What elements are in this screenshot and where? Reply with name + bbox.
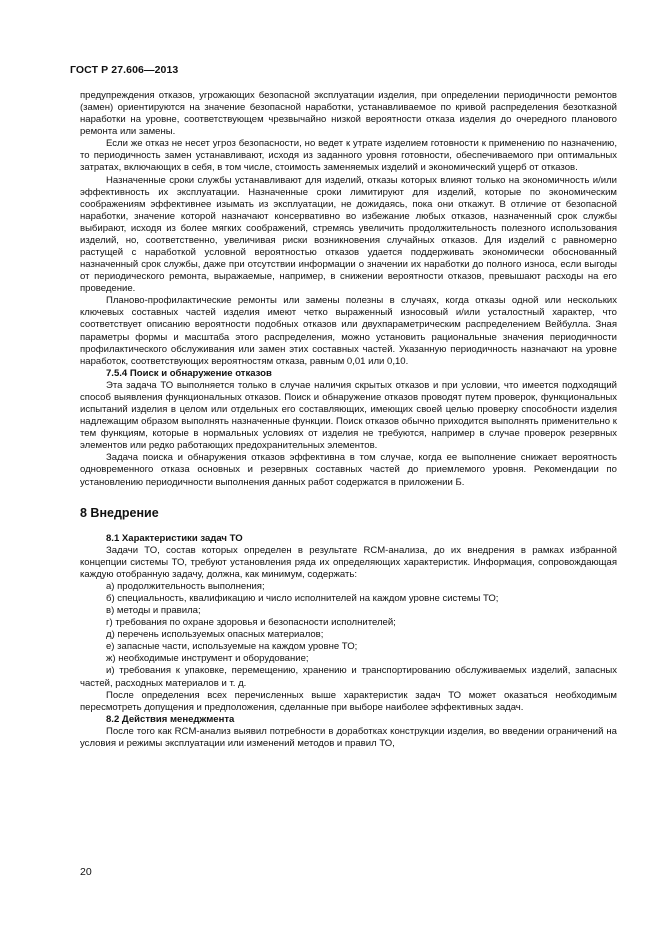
paragraph: предупреждения отказов, угрожающих безопасной эксплуатации изделия, при определении периодичности ремонтов (замен) ориентируются на значение безопасной наработки, устанавливаемое по кривой распределения безотказной наработки на уровне, соответствующем чрезвычайно низкой вероятности отказа изделия до очередного планового ремонта или замены.: [80, 90, 617, 138]
list-item: е) запасные части, используемые на каждом уровне ТО;: [106, 641, 358, 653]
paragraph: Планово-профилактические ремонты или замены полезны в случаях, когда отказы одной или нескольких ключевых составных частей изделия имеют четко выраженный износовый и/или усталостный характер, что соответствует описанию вероятности подобных отказов или двухпараметрическим распределением Вейбулла. Зная параметры формы и масштаба этого распределения, можно установить рациональные значения периодичности профилактического обслуживания или замен этих составных частей. Указанную периодичность назначают на уровне наработок, соответствующих вероятностям отказа, равным 0,01 или 0,10.: [80, 295, 617, 367]
section-heading-8-1: 8.1 Характеристики задач ТО: [106, 532, 243, 544]
paragraph: После определения всех перечисленных выше характеристик задач ТО может оказаться необходимым пересмотреть допущения и предположения, сделанные при выборе наиболее эффективных задач.: [80, 689, 617, 713]
list-item: ж) необходимые инструмент и оборудование;: [106, 653, 309, 665]
paragraph: Задача поиска и обнаружения отказов эффективна в том случае, когда ее выполнение снижает вероятность одновременного отказа основных и резервных составных частей до приемлемого уровня. Рекомендации по установлению периодичности выполнения данных работ содержатся в приложении Б.: [80, 452, 617, 488]
paragraph: Эта задача ТО выполняется только в случае наличия скрытых отказов и при условии, что имеется подходящий способ выявления функциональных отказов. Поиск и обнаружение отказов проводят путем проверок, функциональных испытаний изделия в целом или отдельных его составляющих, имеющих своей целью проверку способности изделия надлежащим образом выполнять назначенные функции. Поиск отказов обычно приходится выполнять применительно к тем функциям, которые в нормальных условиях от изделия не требуются, например в случае проверок резервных элементов или редко работающих предохранительных элементов.: [80, 379, 617, 452]
spacer: [80, 489, 617, 506]
section-heading-7-5-4: 7.5.4 Поиск и обнаружение отказов: [106, 367, 272, 379]
page-header: ГОСТ Р 27.606—2013: [70, 64, 179, 76]
paragraph: После того как RCM-анализ выявил потребности в доработках конструкции изделия, во введении ограничений на условия и режимы эксплуатации или изменений методов и правил ТО,: [80, 725, 617, 749]
list-item: а) продолжительность выполнения;: [106, 580, 265, 592]
list-item: б) специальность, квалификацию и число исполнителей на каждом уровне системы ТО;: [106, 592, 499, 604]
page-content: [80, 90, 617, 750]
paragraph: Назначенные сроки службы устанавливают для изделий, отказы которых влияют только на экономичность и/или эффективность их эксплуатации. Назначенные сроки лимитируют для изделий, которые по экономическим соображениям эффективнее изымать из эксплуатации, не дожидаясь, пока они откажут. В отличие от безопасной наработки, значение которой назначают консервативно во избежание любых отказов, назначенный срок службы выбирают, исходя из более мягких соображений, стремясь увеличить продолжительность полезного использования изделий, но, соответственно, увеличивая риски возникновения случайных отказов. Для изделий с равномерно растущей с наработкой условной вероятностью отказов удается поддерживать экономически обоснованный назначенный срок службы, даже при отсутствии информации о значении их наработки до полного износа, если выгоды от периодического ремонта, выражаемые, например, в снижении вероятности отказов, превышают расходы на его проведение.: [80, 174, 617, 295]
list-item: и) требования к упаковке, перемещению, хранению и транспортированию обслуживаемых изделий, запасных частей, расходных материалов и т. д.: [80, 665, 617, 689]
list-item: в) методы и правила;: [106, 605, 201, 617]
list-item: д) перечень используемых опасных материалов;: [106, 629, 324, 641]
section-heading-8: 8 Внедрение: [80, 505, 159, 520]
paragraph: Если же отказ не несет угроз безопасности, но ведет к утрате изделием готовности к применению по назначению, то периодичность замен устанавливают, исходя из заданного уровня готовности, обеспечиваемого при оптимальных затратах, включающих в себя, в том числе, стоимость заменяемых изделий и экономический ущерб от отказов.: [80, 138, 617, 174]
page-number: 20: [80, 866, 92, 878]
list-item: г) требования по охране здоровья и безопасности исполнителей;: [106, 617, 396, 629]
spacer: [80, 520, 617, 533]
section-heading-8-2: 8.2 Действия менеджмента: [106, 713, 235, 725]
paragraph: Задачи ТО, состав которых определен в результате RCM-анализа, до их внедрения в рамках избранной концепции системы ТО, требуют установления ряда их определяющих характеристик. Информация, сопровождающая каждую отобранную задачу, должна, как минимум, содержать:: [80, 544, 617, 580]
